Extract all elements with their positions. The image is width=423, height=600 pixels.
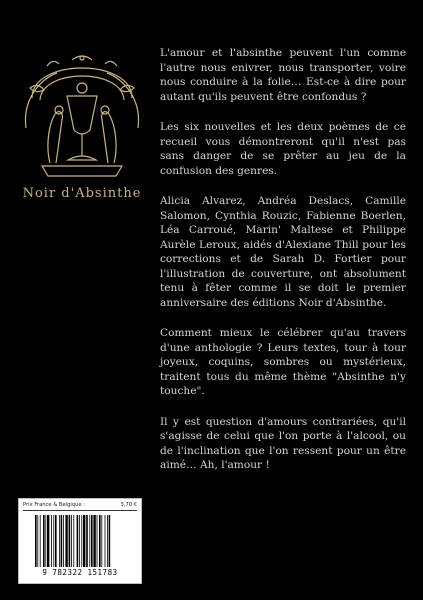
barcode-bar [71, 515, 72, 567]
publisher-name: Noir d'Absinthe [22, 186, 142, 201]
blurb [160, 46, 406, 489]
barcode-bar [89, 515, 90, 567]
barcode-bar [77, 515, 79, 567]
barcode-bar [107, 515, 108, 567]
barcode-bar [47, 515, 49, 567]
barcode-bar [61, 515, 63, 567]
barcode-bar [43, 515, 45, 567]
barcode-bar [35, 515, 37, 567]
barcode-bar [63, 515, 64, 567]
barcode-bar [73, 515, 74, 567]
barcode-bar [81, 515, 82, 567]
blurb-paragraph-5: Il y est question d'amours contrariées, qu'il s'agisse de celui que l'on porte à l'alcool, ou de l'inclination que l'on ressent pour un être aimé… Ah, l'amour ! [160, 415, 406, 471]
barcode-bar [65, 515, 67, 567]
barcode-bar [37, 515, 38, 567]
barcode-bar [51, 515, 52, 567]
price-line [23, 502, 137, 511]
barcode-bar [59, 515, 60, 567]
barcode-bar [45, 515, 46, 567]
barcode-bar [53, 515, 54, 567]
barcode-bar [105, 515, 106, 567]
isbn-barcode-icon [33, 515, 133, 567]
price-label: Prix France & Belgique : [23, 502, 86, 508]
barcode-bar [99, 515, 101, 567]
absinthe-fountain-icon [12, 38, 152, 183]
barcode-bar [91, 515, 93, 567]
barcode-bar [101, 515, 102, 567]
barcode-bar [40, 515, 41, 567]
barcode-bar [97, 515, 98, 567]
price-value: 3,70 € [120, 502, 137, 508]
barcode-bar [109, 515, 111, 567]
barcode-bar [55, 515, 57, 567]
barcode-bar [93, 515, 95, 567]
barcode-bar [79, 515, 80, 567]
barcode-bar [86, 515, 88, 567]
isbn-number: 9 782322 151783 [42, 568, 118, 577]
publisher-logo [12, 38, 152, 201]
blurb-paragraph-1: L'amour et l'absinthe peuvent l'un comme l'autre nous enivrer, nous transporter, voire nous conduire à la folie… Est-ce à dire pour autant qu'ils peuvent être confondus ? [160, 47, 406, 103]
barcode-box [18, 498, 142, 584]
blurb-paragraph-4: Comment mieux le célébrer qu'au travers d'une anthologie ? Leurs textes, tour à tour joyeux, coquins, sombres ou mystérieux, traitent tous du même thème "Absinthe n'y touche". [160, 327, 406, 397]
blurb-paragraph-2: Les six nouvelles et les deux poèmes de ce recueil vous démontreront qu'il n'est pas sans danger de se prêter au jeu de la confusion des genres. [160, 121, 406, 177]
blurb-paragraph-3: Alicia Alvarez, Andréa Deslacs, Camille Salomon, Cynthia Rouzic, Fabienne Boerlen, Léa Carroué, Marin' Maltese et Philippe Aurèle Leroux, aidés d'Alexiane Thill pour les corrections et de Sarah D. Fortier pour l'illustration de couverture, ont absolument tenu à fêter comme il se doit le premier anniversaire des éditions Noir d'Absinthe. [160, 195, 406, 309]
barcode-bar [69, 515, 71, 567]
barcode-bar [83, 515, 85, 567]
